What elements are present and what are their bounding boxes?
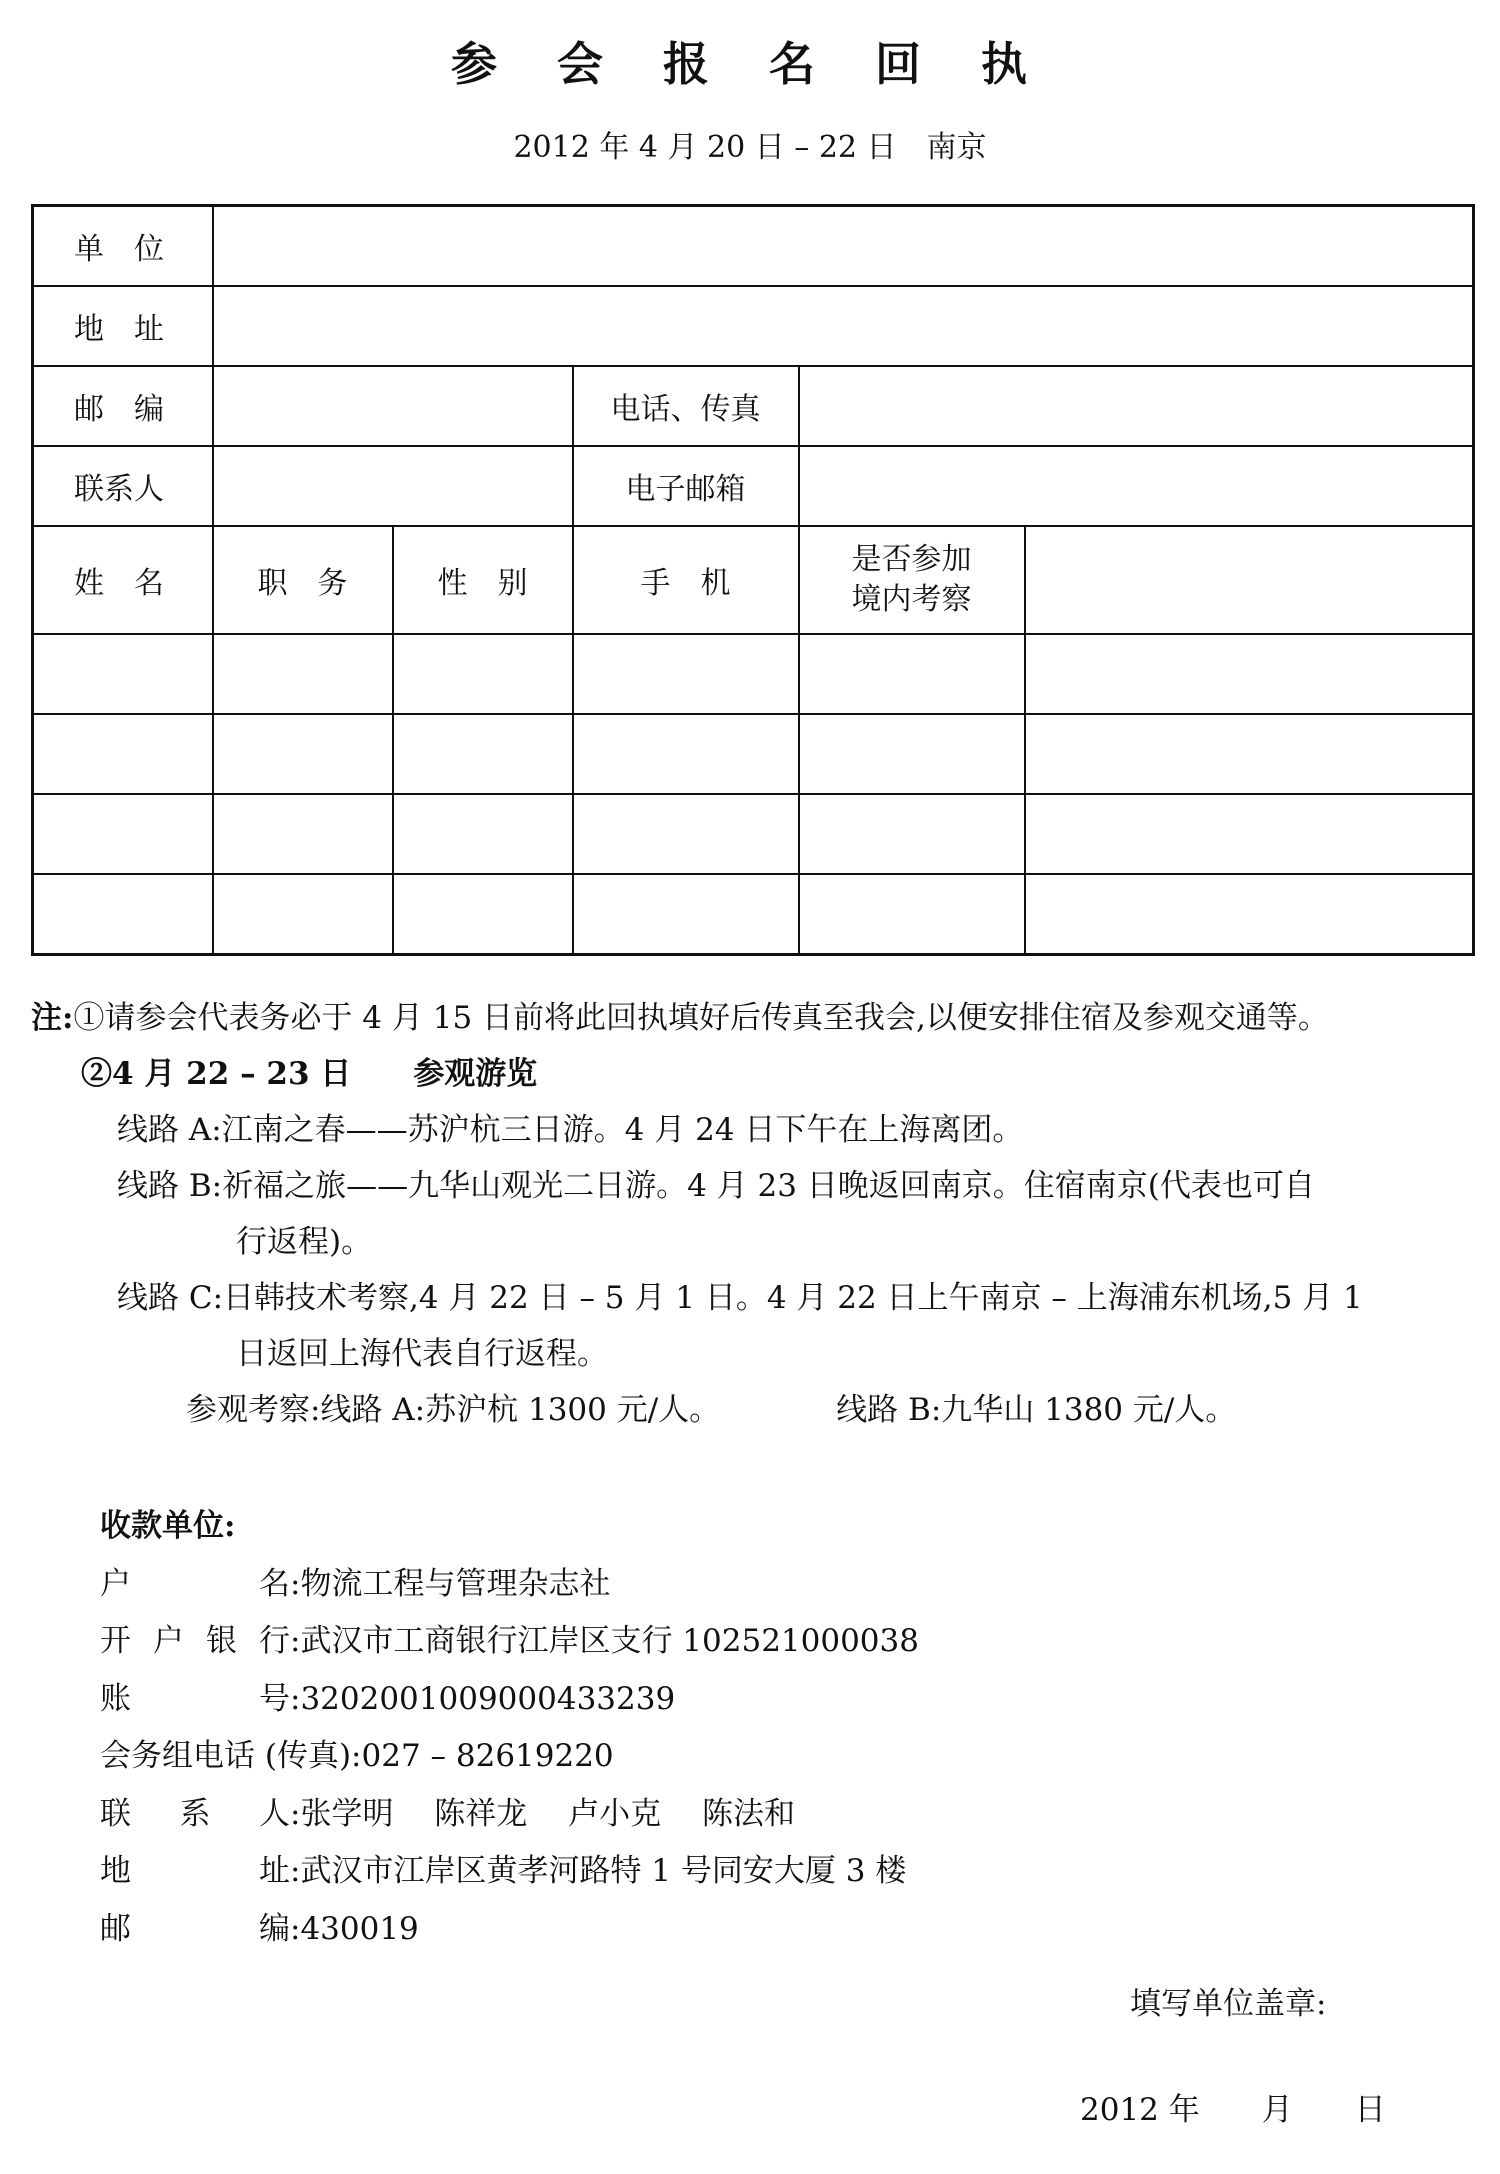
- payee-value: :物流工程与管理杂志社: [290, 1565, 611, 1602]
- note-1: [31, 990, 1481, 1046]
- cell-mobile[interactable]: [573, 794, 799, 874]
- col-gender-header: 性 别: [393, 526, 573, 634]
- payee-contacts: [100, 1786, 1200, 1844]
- cell-gender[interactable]: [393, 714, 573, 794]
- note-2-date: ②4 月 22 – 23 日: [81, 1056, 352, 1092]
- address-label: 地 址: [33, 286, 213, 366]
- payee-key: 开 户 银 行: [100, 1623, 290, 1659]
- col-mobile-header: 手 机: [573, 526, 799, 634]
- fee-route-a: 参观考察:线路 A:苏沪杭 1300 元/人。: [186, 1392, 721, 1428]
- cell-gender[interactable]: [393, 874, 573, 955]
- route-c-line2: 日返回上海代表自行返程。: [236, 1336, 608, 1372]
- cell-mobile[interactable]: [573, 874, 799, 955]
- cell-tour[interactable]: [799, 794, 1025, 874]
- table-row: [33, 874, 1474, 955]
- cell-position[interactable]: [213, 874, 393, 955]
- email-field[interactable]: [799, 446, 1474, 526]
- cell-tour[interactable]: [799, 714, 1025, 794]
- email-label: 电子邮箱: [573, 446, 799, 526]
- address-field[interactable]: [213, 286, 1474, 366]
- notes-section: [31, 990, 1481, 1438]
- cell-mobile[interactable]: [573, 634, 799, 714]
- payee-value: :武汉市工商银行江岸区支行 102521000038: [290, 1623, 919, 1659]
- route-b-line2: 行返程)。: [236, 1224, 373, 1260]
- event-place: 南京: [926, 130, 987, 165]
- payee-key: 联 系 人: [100, 1795, 290, 1832]
- stamp-label: 填写单位盖章:: [1130, 1986, 1327, 2022]
- cell-name[interactable]: [33, 874, 213, 955]
- payee-key: 户 名: [100, 1565, 290, 1602]
- col-tour-header: [799, 526, 1025, 634]
- table-row: [33, 714, 1474, 794]
- route-a: 线路 A:江南之春——苏沪杭三日游。4 月 24 日下午在上海离团。: [117, 1112, 1024, 1148]
- payee-section: [100, 1498, 1200, 1958]
- route-c-line1: 线路 C:日韩技术考察,4 月 22 日 – 5 月 1 日。4 月 22 日上午南京 – 上海浦东机场,5 月 1: [117, 1280, 1363, 1316]
- table-row: [33, 794, 1474, 874]
- payee-postcode: [100, 1901, 1200, 1959]
- cell-tour[interactable]: [799, 874, 1025, 955]
- payee-key: 邮 编: [100, 1910, 290, 1947]
- note-2-title: 参观游览: [413, 1056, 538, 1092]
- unit-field[interactable]: [213, 206, 1474, 287]
- payee-key: 地 址: [100, 1853, 290, 1889]
- cell-mobile[interactable]: [573, 714, 799, 794]
- cell-name[interactable]: [33, 634, 213, 714]
- cell-name[interactable]: [33, 714, 213, 794]
- cell-name[interactable]: [33, 794, 213, 874]
- phone-fax-field[interactable]: [799, 366, 1474, 446]
- payee-value: :武汉市江岸区黄孝河路特 1 号同安大厦 3 楼: [290, 1853, 907, 1889]
- contact-field[interactable]: [213, 446, 573, 526]
- postcode-field[interactable]: [213, 366, 573, 446]
- table-row: [33, 634, 1474, 714]
- contact-label: 联系人: [33, 446, 213, 526]
- fee-route-b: 线路 B:九华山 1380 元/人。: [836, 1392, 1237, 1428]
- payee-key: 会务组电话 (传真): [100, 1738, 352, 1774]
- payee-phone: [100, 1728, 1200, 1786]
- cell-extra[interactable]: [1025, 714, 1474, 794]
- col-tour-header-line2: 境内考察: [851, 582, 972, 617]
- cell-extra[interactable]: [1025, 874, 1474, 955]
- postcode-label: 邮 编: [33, 366, 213, 446]
- route-b-line1: 线路 B:祈福之旅——九华山观光二日游。4 月 23 日晚返回南京。住宿南京(代表也可自: [117, 1168, 1315, 1204]
- cell-extra[interactable]: [1025, 634, 1474, 714]
- payee-heading: 收款单位:: [100, 1508, 236, 1544]
- signature-date: 2012 年 月 日: [1080, 2092, 1386, 2128]
- note-2: [31, 1046, 1481, 1102]
- note-prefix: 注:: [31, 1000, 74, 1036]
- cell-position[interactable]: [213, 794, 393, 874]
- event-date: 2012 年 4 月 20 日 – 22 日: [513, 130, 897, 165]
- cell-position[interactable]: [213, 634, 393, 714]
- unit-label: 单 位: [33, 206, 213, 287]
- payee-value: :张学明 陈祥龙 卢小克 陈法和: [290, 1795, 796, 1832]
- col-name-header: 姓 名: [33, 526, 213, 634]
- payee-value: :3202001009000433239: [290, 1680, 676, 1717]
- tour-fees: [31, 1382, 1481, 1438]
- payee-bank: [100, 1613, 1200, 1671]
- col-extra-header: [1025, 526, 1474, 634]
- col-tour-header-line1: 是否参加: [851, 542, 972, 577]
- col-position-header: 职 务: [213, 526, 393, 634]
- phone-fax-label: 电话、传真: [573, 366, 799, 446]
- payee-address: [100, 1843, 1200, 1901]
- event-date-place: [0, 122, 1500, 166]
- payee-value: :430019: [290, 1910, 419, 1947]
- payee-key: 账 号: [100, 1680, 290, 1717]
- payee-value: :027 – 82619220: [351, 1738, 614, 1774]
- cell-gender[interactable]: [393, 634, 573, 714]
- page-title: 参 会 报 名 回 执: [450, 37, 1050, 91]
- cell-extra[interactable]: [1025, 794, 1474, 874]
- registration-form: [31, 204, 1475, 956]
- cell-position[interactable]: [213, 714, 393, 794]
- cell-tour[interactable]: [799, 634, 1025, 714]
- cell-gender[interactable]: [393, 794, 573, 874]
- payee-account-name: [100, 1556, 1200, 1614]
- payee-account-number: [100, 1671, 1200, 1729]
- note-1-text: ①请参会代表务必于 4 月 15 日前将此回执填好后传真至我会,以便安排住宿及参观交通等。: [73, 1000, 1329, 1036]
